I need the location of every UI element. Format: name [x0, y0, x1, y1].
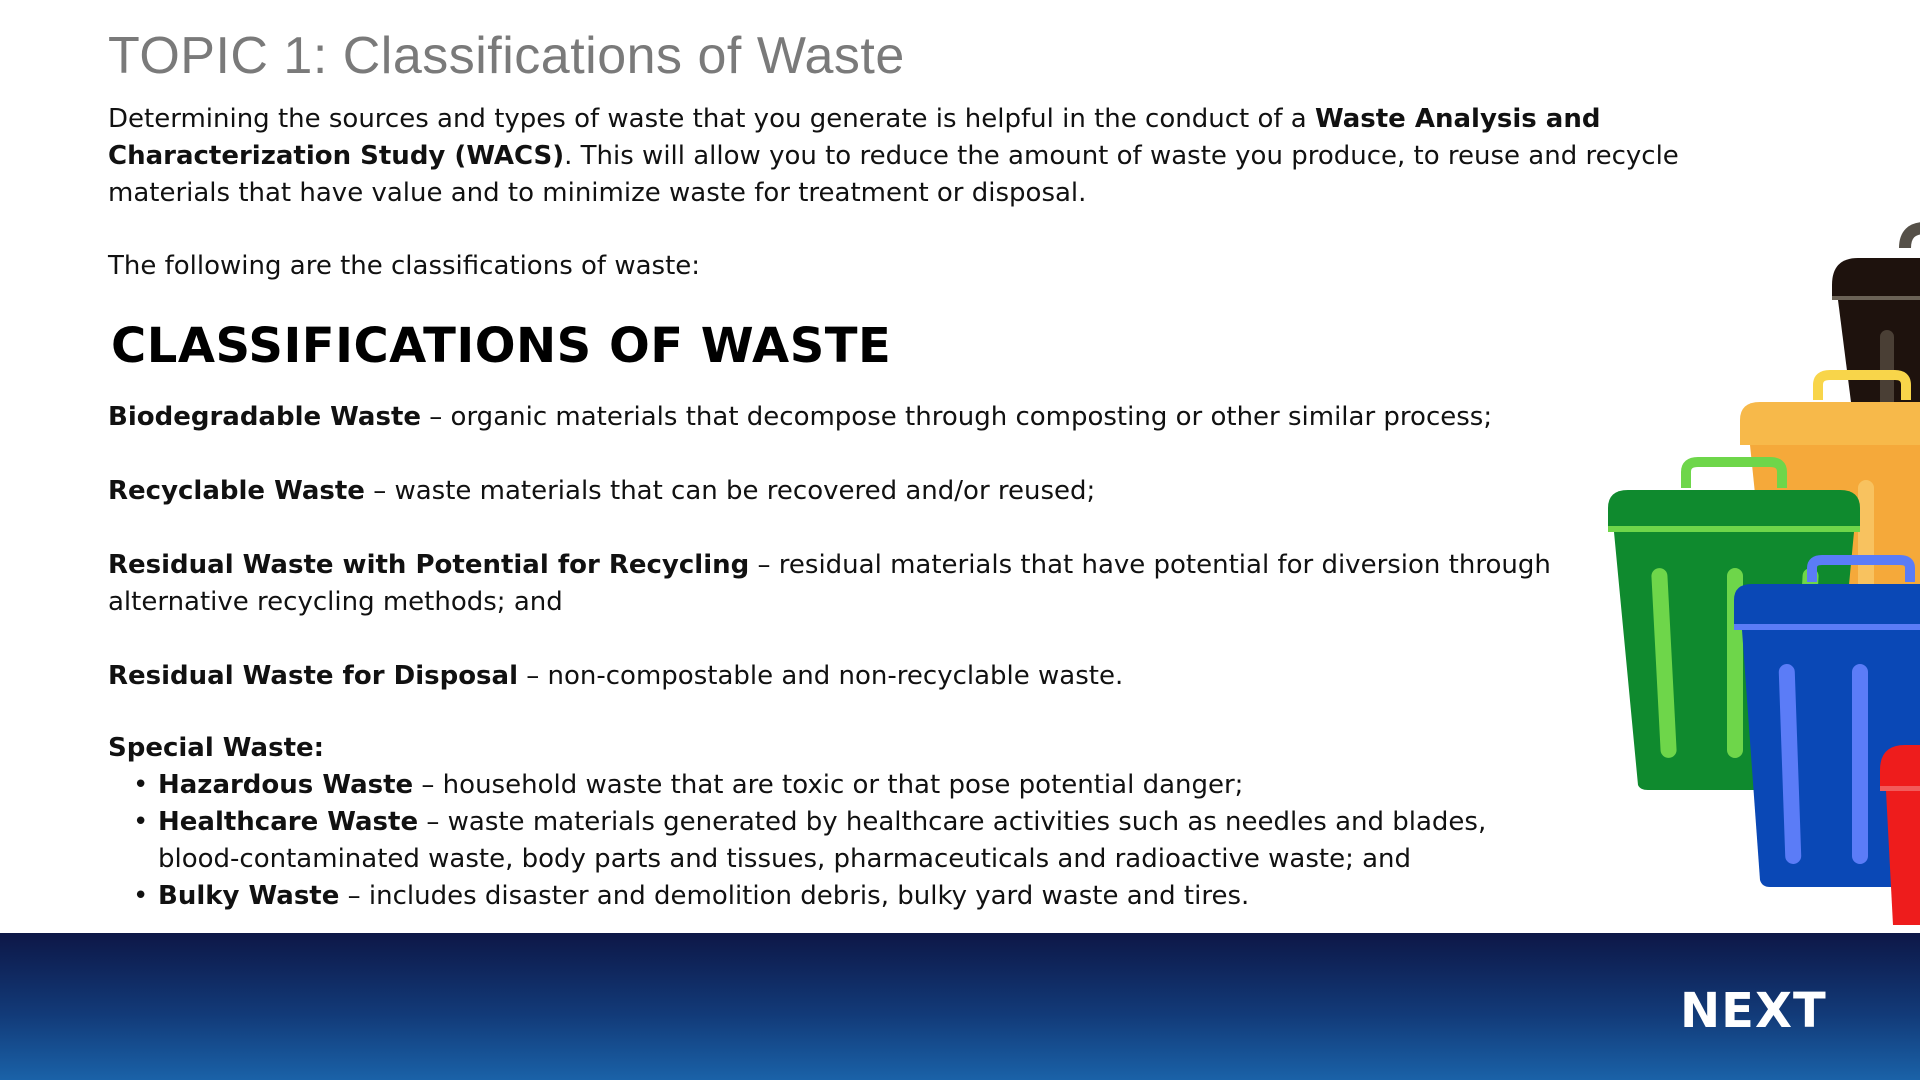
- special-waste-list: [108, 767, 1558, 915]
- classification-residual-disposal: [108, 658, 1618, 695]
- list-item: [108, 804, 1558, 878]
- topic-title: TOPIC 1: Classifications of Waste: [108, 27, 905, 85]
- classification-desc: – waste materials that can be recovered and/or reused;: [364, 476, 1096, 506]
- classification-term: Biodegradable Waste: [108, 402, 422, 432]
- footer-bar: [0, 933, 1920, 1080]
- classification-desc: – non-compostable and non-recyclable waste.: [517, 661, 1124, 691]
- special-term: Bulky Waste: [158, 881, 340, 911]
- classification-term: Recyclable Waste: [108, 476, 365, 506]
- special-waste-title: Special Waste:: [108, 733, 325, 763]
- intro-bold-wacs: Waste Analysis and Characterization Study (WACS): [108, 104, 1601, 171]
- intro-paragraph: [108, 101, 1808, 212]
- list-item: [108, 767, 1558, 804]
- bullet-icon: •: [133, 770, 149, 800]
- classification-term: Residual Waste with Potential for Recycling: [108, 550, 750, 580]
- classification-residual-recycling: [108, 547, 1618, 621]
- section-heading: CLASSIFICATIONS OF WASTE: [111, 318, 892, 374]
- classification-term: Residual Waste for Disposal: [108, 661, 518, 691]
- special-desc: – household waste that are toxic or that pose potential danger;: [413, 770, 1244, 800]
- classification-recyclable: [108, 473, 1618, 510]
- special-term: Healthcare Waste: [158, 807, 419, 837]
- following-text: The following are the classifications of waste:: [108, 251, 701, 281]
- bullet-icon: •: [133, 807, 149, 837]
- intro-text-2: . This will allow you to reduce the amount of waste you produce, to reuse and recycle materials that have value and to minimize waste for treatment or disposal.: [108, 141, 1679, 208]
- list-item: [108, 878, 1558, 915]
- classification-biodegradable: [108, 399, 1618, 436]
- bullet-icon: •: [133, 881, 149, 911]
- classification-desc: – organic materials that decompose through composting or other similar process;: [421, 402, 1493, 432]
- classification-desc: – residual materials that have potential for diversion through alternative recycling methods; and: [108, 550, 1551, 617]
- intro-text-1: Determining the sources and types of waste that you generate is helpful in the conduct of a: [108, 104, 1315, 134]
- next-button[interactable]: NEXT: [1680, 983, 1827, 1039]
- special-desc: – waste materials generated by healthcare activities such as needles and blades, blood-contaminated waste, body parts and tissues, pharmaceuticals and radioactive waste; and: [158, 807, 1487, 874]
- waste-bins-illustration-icon: [1600, 220, 1920, 940]
- special-desc: – includes disaster and demolition debris, bulky yard waste and tires.: [339, 881, 1250, 911]
- special-term: Hazardous Waste: [158, 770, 414, 800]
